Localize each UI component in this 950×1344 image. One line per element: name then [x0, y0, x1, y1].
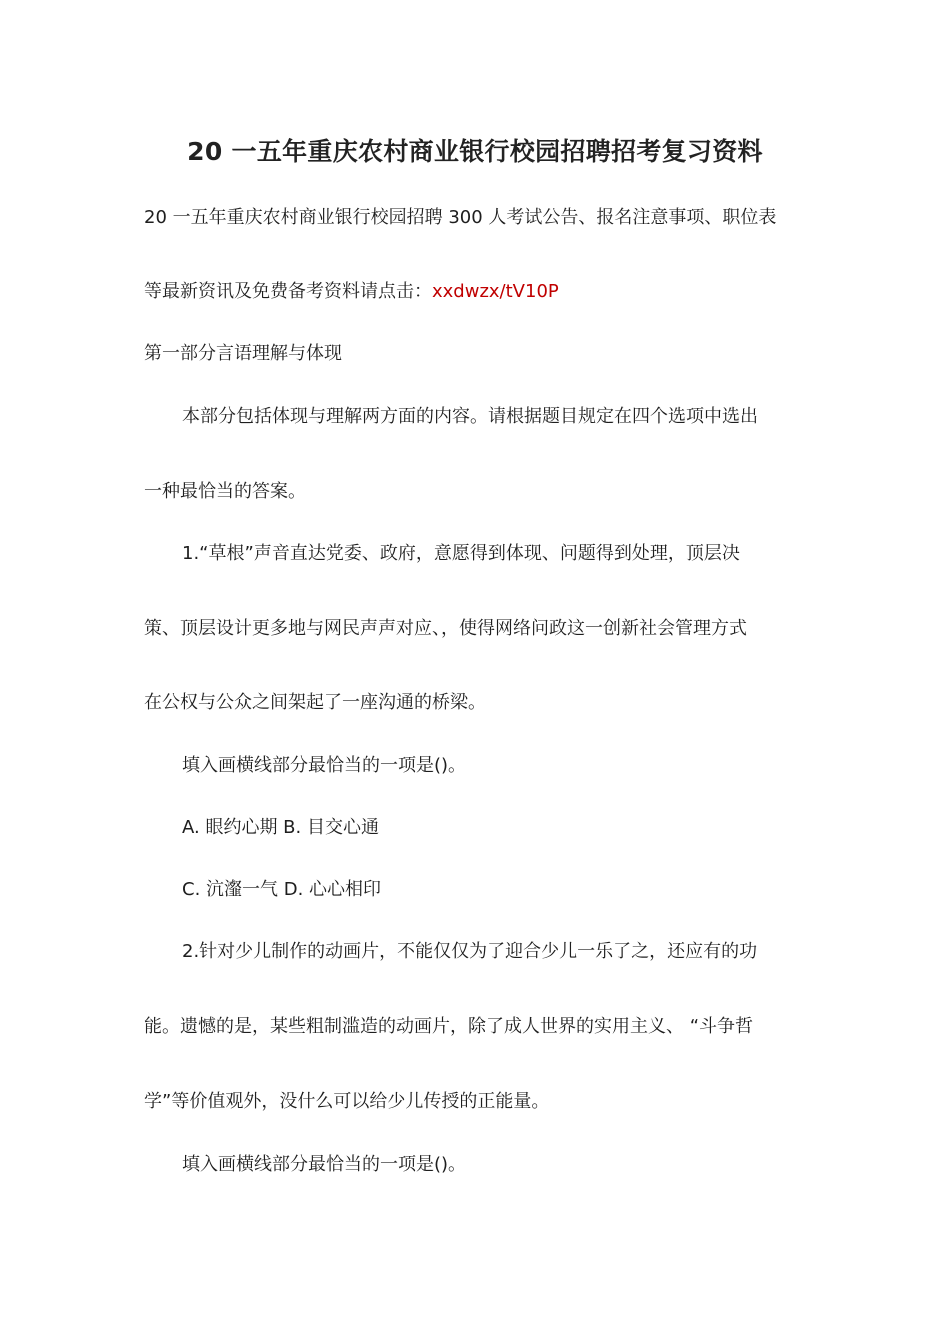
document-title: 20 一五年重庆农村商业银行校园招聘招考复习资料: [187, 137, 763, 166]
question-1-line-3: 在公权与公众之间架起了一座沟通的桥梁。: [144, 692, 486, 713]
question-1-line-1: 1.“草根”声音直达党委、政府，意愿得到体现、问题得到处理，顶层决: [182, 543, 740, 564]
question-2-prompt: 填入画横线部分最恰当的一项是()。: [182, 1154, 467, 1175]
intro-line-1: 20 一五年重庆农村商业银行校园招聘 300 人考试公告、报名注意事项、职位表: [144, 207, 777, 228]
question-1-line-2: 策、顶层设计更多地与网民声声对应、，使得网络问政这一创新社会管理方式: [144, 618, 747, 639]
instructions-line-2: 一种最恰当的答案。: [144, 481, 306, 502]
question-2-line-2: 能。遗憾的是，某些粗制滥造的动画片，除了成人世界的实用主义、 “斗争哲: [144, 1016, 754, 1037]
intro-line-2: [144, 279, 559, 305]
question-2-line-3: 学”等价值观外，没什么可以给少儿传授的正能量。: [144, 1091, 550, 1112]
question-1-prompt: 填入画横线部分最恰当的一项是()。: [182, 755, 467, 776]
intro-line-2-text: 等最新资讯及免费备考资料请点击：: [144, 281, 432, 302]
instructions-line-1: 本部分包括体现与理解两方面的内容。请根据题目规定在四个选项中选出: [182, 406, 758, 427]
section-heading: 第一部分言语理解与体现: [144, 343, 342, 364]
question-1-options-ab: A. 眼约心期 B. 目交心通: [182, 817, 379, 838]
question-2-line-1: 2.针对少儿制作的动画片，不能仅仅为了迎合少儿一乐了之，还应有的功: [182, 941, 758, 962]
question-1-options-cd: C. 沆瀣一气 D. 心心相印: [182, 879, 382, 900]
resource-link[interactable]: xxdwzx/tV10P: [432, 281, 559, 302]
